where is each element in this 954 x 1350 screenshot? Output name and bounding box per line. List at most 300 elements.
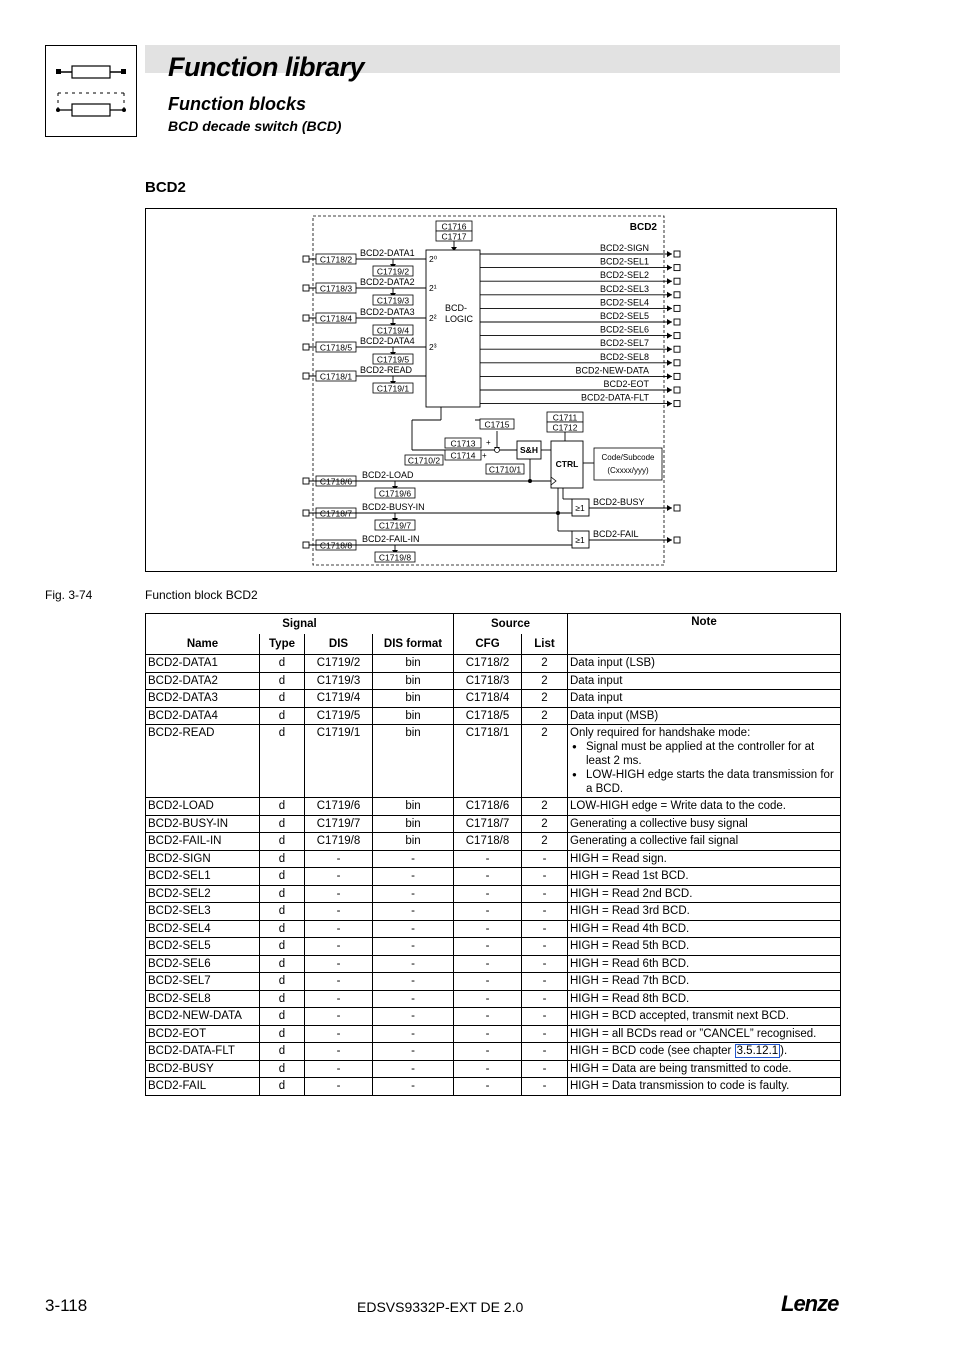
page-subsubtitle: BCD decade switch (BCD) [168,118,342,134]
cell-dis: - [305,1060,373,1078]
input-code: C1718/1 [319,371,353,382]
output-terminal-icon [674,346,680,352]
output-label: BCD2-SEL6 [599,324,649,335]
header-dis-format: DIS format [373,634,454,655]
cell-list: - [522,1060,568,1078]
cell-list: - [522,973,568,991]
cell-type: d [260,1078,305,1096]
cell-name: BCD2-DATA-FLT [146,1043,260,1061]
cell-dis: - [305,850,373,868]
table-row [146,815,841,833]
cell-dis-format: - [373,1025,454,1043]
summing-point-icon [495,448,500,453]
cell-name: BCD2-SEL2 [146,885,260,903]
cell-name: BCD2-READ [146,725,260,798]
header-name: Name [146,634,260,655]
block-name-label: BCD2 [629,222,657,233]
cell-dis: - [305,903,373,921]
cell-dis: C1719/7 [305,815,373,833]
or-gate-busy-symbol: ≥1 [575,503,585,513]
cell-cfg: - [454,1008,522,1026]
cell-list: - [522,1008,568,1026]
cell-note [568,990,841,1008]
table-row [146,707,841,725]
output-terminal-icon [674,333,680,339]
cell-cfg: C1718/3 [454,672,522,690]
input-terminal-icon [303,315,309,321]
output-terminal-icon [674,387,680,393]
cell-type: d [260,1008,305,1026]
note-text: HIGH = Read 3rd BCD. [570,905,690,917]
output-terminal-icon [674,305,680,311]
code-c1714: C1714 [450,450,476,461]
cell-dis: C1719/1 [305,725,373,798]
cell-type: d [260,1025,305,1043]
bcd-logic-box [426,250,480,407]
input-weight: 2² [429,313,437,323]
output-label: BCD2-SEL8 [599,351,649,362]
code-c1711: C1711 [552,412,578,423]
header-list: List [522,634,568,655]
cell-name: BCD2-EOT [146,1025,260,1043]
cell-list: - [522,868,568,886]
output-terminal-icon [674,373,680,379]
note-text: Generating a collective busy signal [570,817,748,830]
input-code: C1718/6 [319,476,353,487]
output-label: BCD2-SEL5 [599,311,649,321]
cell-cfg: - [454,955,522,973]
cell-cfg: - [454,1025,522,1043]
table-row [146,920,841,938]
cell-name: BCD2-DATA4 [146,707,260,725]
cell-cfg: C1718/2 [454,655,522,673]
cell-type: d [260,868,305,886]
cell-cfg: - [454,850,522,868]
cell-name: BCD2-LOAD [146,798,260,816]
cell-note [568,833,841,851]
cell-type: d [260,690,305,708]
table-row [146,1060,841,1078]
cell-list: 2 [522,798,568,816]
cell-dis: - [305,1043,373,1061]
table-row [146,973,841,991]
arrow-right-icon [667,505,672,511]
cell-note [568,903,841,921]
cell-dis: - [305,1008,373,1026]
cell-dis: - [305,938,373,956]
output-label: BCD2-SEL7 [599,338,649,349]
cell-name: BCD2-FAIL [146,1078,260,1096]
arrow-right-icon [667,360,672,366]
cell-cfg: C1718/1 [454,725,522,798]
note-text: HIGH = all BCDs read or ”CANCEL” recognised. [570,1027,817,1040]
table-row [146,725,841,798]
output-terminal-icon [674,278,680,284]
cell-note [568,1025,841,1043]
fail-output-label: BCD2-FAIL [593,529,639,539]
cell-dis-format: - [373,938,454,956]
cell-note [568,973,841,991]
output-label: BCD2-EOT [603,379,649,389]
arrow-right-icon [667,319,672,325]
cell-dis-format: bin [373,815,454,833]
cell-name: BCD2-NEW-DATA [146,1008,260,1026]
cell-dis-format: - [373,920,454,938]
note-text: HIGH = Read 7th BCD. [570,975,690,987]
table-row [146,672,841,690]
input-display-code: C1719/3 [376,295,410,306]
cell-dis-format: - [373,990,454,1008]
output-terminal-icon [674,251,680,257]
cell-cfg: C1718/7 [454,815,522,833]
cell-note [568,1078,841,1096]
cell-name: BCD2-SEL8 [146,990,260,1008]
table-row [146,850,841,868]
cell-type: d [260,725,305,798]
logic-label-1: BCD- [445,303,467,313]
output-label: BCD2-SIGN [599,243,649,253]
cell-list: - [522,885,568,903]
cell-type: d [260,815,305,833]
cell-note [568,955,841,973]
cell-name: BCD2-SEL7 [146,973,260,991]
output-terminal-icon [674,537,680,543]
cell-cfg: C1718/6 [454,798,522,816]
document-id: EDSVS9332P-EXT DE 2.0 [357,1299,524,1315]
input-weight: 2¹ [429,283,437,293]
output-label: BCD2-SEL4 [599,297,649,308]
cell-type: d [260,1043,305,1061]
cell-cfg: C1718/8 [454,833,522,851]
cell-dis-format: bin [373,655,454,673]
code-c1716: C1716 [441,221,467,232]
cell-dis: - [305,1078,373,1096]
cell-note [568,868,841,886]
code-c1717: C1717 [441,231,467,242]
input-label: BCD2-LOAD [362,470,414,480]
cell-name: BCD2-SIGN [146,850,260,868]
sample-hold-label: S&H [520,445,538,455]
cell-list: - [522,920,568,938]
cell-list: - [522,903,568,921]
function-block-logo [45,45,137,137]
ctrl-label: CTRL [555,459,579,469]
cell-cfg: - [454,973,522,991]
input-terminal-icon [303,344,309,350]
cell-cfg: - [454,920,522,938]
arrow-right-icon [667,537,672,543]
table-row [146,955,841,973]
cell-name: BCD2-DATA1 [146,655,260,673]
output-terminal-icon [674,292,680,298]
cell-list: - [522,850,568,868]
output-label: BCD2-DATA-FLT [580,392,649,403]
header-type: Type [260,634,305,655]
cell-note [568,850,841,868]
note-text: HIGH = BCD code (see chapter [570,1045,735,1057]
note-text: HIGH = Read 2nd BCD. [570,887,693,900]
cell-dis-format: - [373,1043,454,1061]
table-row [146,868,841,886]
cell-dis: C1719/8 [305,833,373,851]
cell-list: 2 [522,655,568,673]
input-label: BCD2-DATA4 [360,336,415,346]
cell-type: d [260,707,305,725]
page-number: 3-118 [45,1296,88,1315]
section-title: BCD2 [145,179,186,196]
note-text: LOW-HIGH edge = Write data to the code. [570,800,786,812]
table-row [146,938,841,956]
header-cfg: CFG [454,634,522,655]
note-bullet: ● Signal must be applied at the controller for at least 2 ms. [570,740,838,768]
signal-table [145,613,841,1096]
output-terminal-icon [674,319,680,325]
cell-name: BCD2-BUSY [146,1060,260,1078]
table-row [146,1078,841,1096]
cell-dis: C1719/4 [305,690,373,708]
input-label: BCD2-DATA2 [360,277,415,287]
cell-dis: - [305,973,373,991]
input-label: BCD2-BUSY-IN [362,502,425,512]
cell-cfg: - [454,1060,522,1078]
cell-cfg: - [454,1043,522,1061]
table-row [146,798,841,816]
input-weight: 2³ [429,342,437,352]
table-row [146,833,841,851]
note-text: HIGH = Read 4th BCD. [570,922,690,935]
input-code: C1718/3 [319,283,353,294]
cell-type: d [260,973,305,991]
cell-cfg: C1718/5 [454,707,522,725]
cell-dis-format: - [373,973,454,991]
note-text: Only required for handshake mode: [570,727,751,739]
cell-type: d [260,655,305,673]
figure-label: Fig. 3-74 [45,588,93,602]
output-terminal-icon [674,265,680,271]
cell-note [568,707,841,725]
function-block-icon [46,46,136,136]
code-subcode-label: Code/Subcode [601,453,655,462]
arrow-right-icon [667,373,672,379]
cell-dis-format: bin [373,833,454,851]
figure-caption: Function block BCD2 [145,588,258,602]
cell-type: d [260,672,305,690]
arrow-right-icon [667,265,672,271]
input-label: BCD2-READ [360,365,413,375]
cell-cfg: - [454,885,522,903]
input-display-code: C1719/2 [376,266,410,277]
cell-type: d [260,990,305,1008]
cell-list: - [522,1025,568,1043]
cell-dis-format: - [373,1078,454,1096]
output-terminal-icon [674,360,680,366]
cell-cfg: - [454,938,522,956]
note-text-after: ). [780,1045,788,1057]
cell-dis: - [305,1025,373,1043]
input-terminal-icon [303,373,309,379]
cell-note [568,885,841,903]
note-text: Data input (MSB) [570,709,659,722]
cell-name: BCD2-SEL6 [146,955,260,973]
table-row [146,1025,841,1043]
input-code: C1718/7 [319,508,353,519]
cell-dis-format: bin [373,690,454,708]
input-display-code: C1719/4 [376,325,410,336]
input-terminal-icon [303,285,309,291]
cell-name: BCD2-DATA2 [146,672,260,690]
cell-dis: - [305,868,373,886]
cell-dis-format: - [373,955,454,973]
logic-label-2: LOGIC [445,314,474,324]
page-title: Function library [168,52,365,82]
note-text: HIGH = BCD accepted, transmit next BCD. [570,1010,789,1022]
bcd2-block-diagram [145,208,837,572]
output-label: BCD2-SEL2 [599,270,649,281]
cell-dis: C1719/3 [305,672,373,690]
table-row [146,903,841,921]
note-text: Generating a collective fail signal [570,835,739,847]
cell-dis-format: - [373,903,454,921]
code-c1712: C1712 [552,422,578,433]
input-display-code: C1719/7 [378,520,412,531]
cell-name: BCD2-SEL3 [146,903,260,921]
output-terminal-icon [674,505,680,511]
input-display-code: C1719/8 [378,552,412,563]
table-body [146,655,841,1096]
arrow-right-icon [667,387,672,393]
arrow-right-icon [667,278,672,284]
cell-note [568,672,841,690]
arrow-right-icon [667,292,672,298]
cell-list: 2 [522,707,568,725]
table-row [146,990,841,1008]
output-terminal-icon [674,401,680,407]
cell-cfg: - [454,1078,522,1096]
group-header-note: Note [568,614,841,655]
cell-list: 2 [522,833,568,851]
cell-dis: - [305,990,373,1008]
cell-dis: C1719/5 [305,707,373,725]
cell-dis-format: bin [373,725,454,798]
note-bullet: ● LOW-HIGH edge starts the data transmission for a BCD. [570,768,838,796]
input-terminal-icon [303,478,309,484]
cell-dis-format: - [373,885,454,903]
chapter-link[interactable]: 3.5.12.1 [736,1045,779,1057]
cell-cfg: C1718/4 [454,690,522,708]
table-row [146,1043,841,1061]
cell-note [568,1060,841,1078]
table-row [146,1008,841,1026]
note-text: Data input (LSB) [570,657,656,669]
input-weight: 2⁰ [429,254,438,264]
code-c1710-2: C1710/2 [407,455,441,466]
cell-note [568,1008,841,1026]
cell-dis: - [305,920,373,938]
input-terminal-icon [303,510,309,516]
input-terminal-icon [303,256,309,262]
input-display-code: C1719/5 [376,354,410,365]
note-text: HIGH = Read 1st BCD. [570,870,689,882]
code-c1715: C1715 [484,419,510,430]
cell-cfg: - [454,990,522,1008]
plus-sign-2: + [482,451,487,460]
input-display-code: C1719/6 [378,488,412,499]
note-bullet-list [570,740,838,796]
brand-logo: Lenze [781,1291,839,1316]
group-header-source: Source [454,614,568,635]
input-code: C1718/5 [319,342,353,353]
cell-note [568,920,841,938]
table-row [146,655,841,673]
cell-type: d [260,798,305,816]
cell-note [568,1043,841,1061]
output-label: BCD2-NEW-DATA [575,365,649,376]
arrow-right-icon [667,333,672,339]
output-label: BCD2-SEL3 [599,283,649,294]
cell-dis-format: - [373,1008,454,1026]
group-header-signal: Signal [146,614,454,635]
cell-name: BCD2-FAIL-IN [146,833,260,851]
input-label: BCD2-DATA3 [360,307,415,317]
or-gate-fail-symbol: ≥1 [575,535,585,545]
cell-list: 2 [522,690,568,708]
cell-dis-format: bin [373,707,454,725]
arrow-right-icon [667,401,672,407]
table-row [146,885,841,903]
cell-dis: - [305,955,373,973]
note-text: HIGH = Data are being transmitted to code. [570,1062,792,1075]
plus-sign-1: + [486,438,491,447]
cell-type: d [260,955,305,973]
note-text: HIGH = Read 6th BCD. [570,957,690,970]
cell-note [568,815,841,833]
cell-name: BCD2-SEL4 [146,920,260,938]
cell-note [568,655,841,673]
input-code: C1718/2 [319,254,353,265]
cell-type: d [260,833,305,851]
cell-dis: C1719/2 [305,655,373,673]
cell-name: BCD2-SEL5 [146,938,260,956]
cell-type: d [260,903,305,921]
cell-list: 2 [522,815,568,833]
note-text: HIGH = Read sign. [570,852,667,865]
input-code: C1718/8 [319,540,353,551]
cell-name: BCD2-SEL1 [146,868,260,886]
header-dis: DIS [305,634,373,655]
cell-type: d [260,938,305,956]
cell-name: BCD2-BUSY-IN [146,815,260,833]
cell-dis-format: - [373,868,454,886]
cell-type: d [260,1060,305,1078]
table-row [146,690,841,708]
cell-dis-format: - [373,1060,454,1078]
arrow-right-icon [667,346,672,352]
note-text: HIGH = Read 8th BCD. [570,992,690,1005]
cell-list: - [522,1078,568,1096]
cell-type: d [260,920,305,938]
arrow-right-icon [667,251,672,257]
cell-list: 2 [522,725,568,798]
input-code: C1718/4 [319,313,353,324]
cell-type: d [260,850,305,868]
code-subcode-format: (Cxxxx/yyy) [607,466,649,475]
cell-name: BCD2-DATA3 [146,690,260,708]
cell-note [568,725,841,798]
cell-dis-format: - [373,850,454,868]
cell-cfg: - [454,868,522,886]
output-label: BCD2-SEL1 [599,256,649,267]
note-text: Data input [570,692,623,704]
